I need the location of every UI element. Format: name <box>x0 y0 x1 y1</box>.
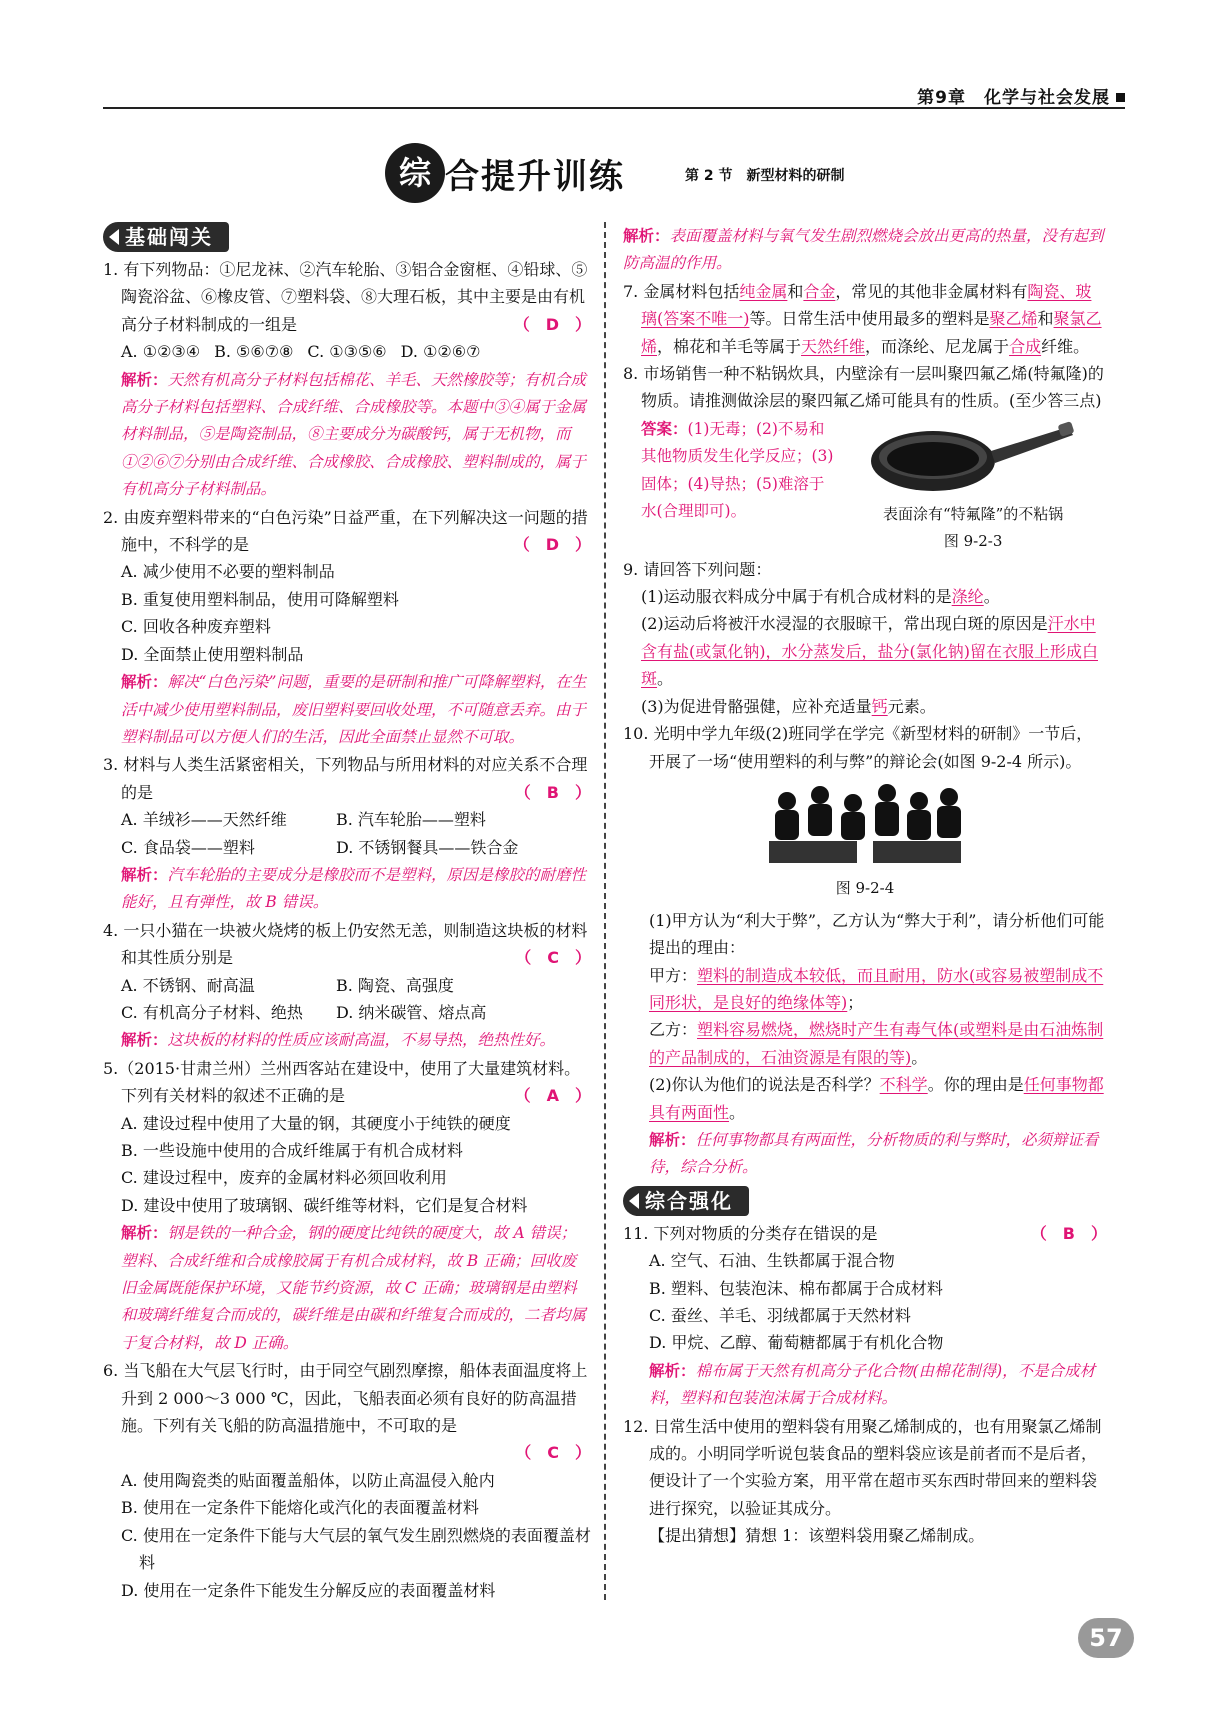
q8-figure-caption: 表面涂有“特氟隆”的不粘锅 <box>882 504 1064 523</box>
q12-guess: 【提出猜想】猜想 1：该塑料袋用聚乙烯制成。 <box>649 1526 985 1546</box>
q7-blank-2: 合金 <box>803 281 836 301</box>
q1-options <box>103 338 591 365</box>
q6-option-c: C. 使用在一定条件下能与大气层的氧气发生剧烈燃烧的表面覆盖材料 <box>121 1525 591 1573</box>
q6-option-a: A. 使用陶瓷类的贴面覆盖船体，以防止高温侵入舱内 <box>121 1470 495 1490</box>
q4-option-a: A. 不锈钢、耐高温 <box>121 975 255 995</box>
title-sub: 第 2 节 新型材料的研制 <box>685 168 845 184</box>
question-7: 7. 金属材料包括纯金属和合金，常见的其他非金属材料有陶瓷、玻璃(答案不唯一)等。日常生活中使用最多的塑料是聚乙烯和聚氯乙烯，棉花和羊毛等属于天然纤维，而涤纶、尼龙属于合成纤维。 <box>623 281 1102 356</box>
q12-stem: 12. 日常生活中使用的塑料袋有用聚乙烯制成的，也有用聚氯乙烯制成的。小明同学听说包装食品的塑料袋应该是前者而不是后者，便设计了一个实验方案，用平常在超市买东西时带回来的塑料袋进行探究，以验证其成分。 <box>623 1416 1102 1518</box>
q3-answer: （ B ） <box>514 782 591 802</box>
q5-option-a: A. 建设过程中使用了大量的钢，其硬度小于纯铁的硬度 <box>121 1113 511 1133</box>
q6-stem: 6. 当飞船在大气层飞行时，由于同空气剧烈摩擦，船体表面温度将上升到 2 000～3 000 ℃，因此，飞船表面必须有良好的防高温措施。下列有关飞船的防高温措施中，不可取的是 <box>103 1361 588 1436</box>
q10-jia-answer: 塑料的制造成本较低，而且耐用，防水(或容易被塑制成不同形状，是良好的绝缘体等) <box>649 965 1104 1012</box>
q10-explanation: 解析：任何事物都具有两面性，分析物质的利与弊时，必须辩证看待，综合分析。 <box>649 1129 1099 1177</box>
q5-option-c: C. 建设过程中，废弃的金属材料必须回收利用 <box>121 1168 447 1188</box>
q6-option-d: D. 使用在一定条件下能发生分解反应的表面覆盖材料 <box>121 1580 496 1600</box>
q3-explanation: 解析：汽车轮胎的主要成分是橡胶而不是塑料，原因是橡胶的耐磨性能好，且有弹性，故 B 错误。 <box>121 864 587 912</box>
q4-option-b: B. 陶瓷、高强度 <box>336 975 454 995</box>
q4-answer: （ C ） <box>515 948 591 968</box>
q5-answer: （ A ） <box>514 1086 591 1106</box>
q7-blank-3: 陶瓷、玻璃(答案不唯一) <box>641 281 1092 329</box>
q9-blank-1: 涤纶 <box>951 587 984 607</box>
debate-people-icon <box>765 779 965 867</box>
q3-option-c: C. 食品袋——塑料 <box>121 837 255 857</box>
q11-answer: （ B ） <box>1030 1223 1107 1243</box>
page-header <box>103 83 1125 109</box>
question-10: 10. 光明中学九年级(2)班同学在学完《新型材料的研制》一节后，开展了一场“使用塑料的利与弊”的辩论会(如图 9-2-4 所示)。 图 9-2-4 (1)甲方认为“利大于弊”，乙方认为“弊大于利”，请分析他们可能提出的理由： 甲方：塑料的制造成本较低，而且耐用，防水(或容易被塑制成不同形状，是良好的绝缘体等)； 乙方：塑料容易燃烧，燃烧时产生有毒气体(或塑料是由石油炼制的产品制成的，石油资源是有限的等)。 (2)你认为他们的说法是否科学？不科学。你的理由是任何事物都具有两面性。 解析：任何事物都具有两面性，分析物质的利与弊时，必须辩证看待，综合分析。 <box>623 720 1107 1182</box>
q1-option-c: C. ①③⑤⑥ <box>307 342 387 362</box>
q1-stem: 1. 有下列物品：①尼龙袜、②汽车轮胎、③铝合金窗框、④铅球、⑤陶瓷浴盆、⑥橡皮管、⑦塑料袋、⑧大理石板，其中主要是由有机高分子材料制成的一组是 <box>103 260 588 334</box>
q7-blank-5: 聚氯乙烯 <box>641 309 1102 356</box>
right-column <box>623 222 1107 1550</box>
question-11 <box>623 1220 1107 1413</box>
q5-option-d: D. 建设中使用了玻璃钢、碳纤维等材料，它们是复合材料 <box>121 1195 528 1215</box>
q3-stem: 3. 材料与人类生活紧密相关，下列物品与所用材料的对应关系不合理的是 <box>103 755 588 802</box>
chapter-title: 第9章 化学与社会发展 <box>917 83 1125 108</box>
q11-explanation: 解析：棉布属于天然有机高分子化合物(由棉花制得)，不是合成材料，塑料和包装泡沫属于合成材料。 <box>649 1360 1096 1408</box>
q8-figure-label: 图 9-2-3 <box>943 532 1003 551</box>
page-number: 57 <box>1078 1618 1134 1658</box>
question-2 <box>103 504 591 752</box>
q11-option-c: C. 蚕丝、羊毛、羽绒都属于天然材料 <box>649 1306 911 1325</box>
question-3 <box>103 751 591 916</box>
q3-option-d: D. 不锈钢餐具——铁合金 <box>336 837 519 857</box>
question-1 <box>103 256 591 504</box>
q10-part-1: (1)甲方认为“利大于弊”，乙方认为“弊大于利”，请分析他们可能提出的理由： <box>649 910 1105 958</box>
q4-explanation: 解析：这块板的材料的性质应该耐高温，不易导热，绝热性好。 <box>121 1030 556 1050</box>
q7-blank-6: 天然纤维 <box>801 336 866 356</box>
q7-blank-4: 聚乙烯 <box>989 309 1038 329</box>
q11-stem: 11. 下列对物质的分类存在错误的是 <box>623 1223 878 1243</box>
question-8 <box>623 360 1107 556</box>
q5-stem: 5.（2015·甘肃兰州）兰州西客站在建设中，使用了大量建筑材料。下列有关材料的叙述不正确的是 <box>103 1058 581 1106</box>
column-divider <box>604 222 606 1600</box>
q2-stem: 2. 由废弃塑料带来的“白色污染”日益严重，在下列解决这一问题的措施中，不科学的是 <box>103 507 588 555</box>
left-column <box>103 222 591 1604</box>
q5-explanation: 解析：钢是铁的一种合金，钢的硬度比纯铁的硬度大，故 A 错误；塑料、合成纤维和合成橡胶属于有机合成材料，故 B 正确；回收废旧金属既能保护环境，又能节约资源，故 C 正确；玻璃钢是由塑料和玻璃纤维复合而成的，碳纤维是由碳和纤维复合而成的，二者均属于复合材料，故 D 正确。 <box>121 1223 587 1352</box>
q9-stem: 9. 请回答下列问题： <box>623 559 772 579</box>
q5-option-b: B. 一些设施中使用的合成纤维属于有机合成材料 <box>121 1141 463 1160</box>
q10-yi-answer: 塑料容易燃烧，燃烧时产生有毒气体(或塑料是由石油炼制的产品制成的，石油资源是有限的等) <box>649 1020 1104 1067</box>
title-circle-char: 综 <box>385 143 445 203</box>
figure-9-2-4 <box>623 779 1107 903</box>
title-main: 合提升训练 <box>445 157 625 197</box>
q7-blank-1: 纯金属 <box>739 281 788 301</box>
q2-option-c: C. 回收各种废弃塑料 <box>121 617 271 637</box>
q4-stem: 4. 一只小猫在一块被火烧烤的板上仍安然无恙，则制造这块板的材料和其性质分别是 <box>103 920 588 968</box>
q7-blank-7: 合成 <box>1009 336 1042 356</box>
q9-blank-3: 钙 <box>871 696 888 716</box>
question-4 <box>103 917 591 1055</box>
q6-answer: （ C ） <box>515 1443 591 1463</box>
q1-explanation: 解析：天然有机高分子材料包括棉花、羊毛、天然橡胶等；有机合成高分子材料包括塑料、合成纤维、合成橡胶等。本题中③④属于金属材料制品，⑤是陶瓷制品，⑧主要成分为碳酸钙，属于无机物，而①②⑥⑦分别由合成纤维、合成橡胶、合成橡胶、塑料制成的，属于有机高分子材料制品。 <box>121 369 587 499</box>
q9-blank-2: 汗水中含有盐(或氯化钠)，水分蒸发后，盐分(氯化钠)留在衣服上形成白斑 <box>641 614 1098 689</box>
frying-pan-icon <box>863 419 1083 499</box>
square-icon <box>1116 93 1125 102</box>
q2-answer: （ D ） <box>513 535 591 555</box>
question-5 <box>103 1055 591 1357</box>
q2-explanation: 解析：解决“白色污染”问题，重要的是研制和推广可降解塑料，在生活中减少使用塑料制品，废旧塑料要回收处理，不可随意丢弃。由于塑料制品可以方便人们的生活，因此全面禁止显然不可取。 <box>121 672 587 746</box>
q1-answer: （ D ） <box>513 314 591 334</box>
q2-option-b: B. 重复使用塑料制品，使用可降解塑料 <box>121 589 399 609</box>
q10-blank-1: 不科学 <box>879 1075 928 1095</box>
q4-option-d: D. 纳米碳管、熔点高 <box>336 1002 487 1022</box>
q6-explanation: 解析：表面覆盖材料与氧气发生剧烈燃烧会放出更高的热量，没有起到防高温的作用。 <box>623 226 1104 273</box>
q1-option-a: A. ①②③④ <box>121 342 201 362</box>
q1-option-b: B. ⑤⑥⑦⑧ <box>214 342 294 362</box>
q3-option-b: B. 汽车轮胎——塑料 <box>336 810 486 830</box>
q2-option-a: A. 减少使用不必要的塑料制品 <box>121 562 335 582</box>
figure-9-2-3 <box>839 415 1107 556</box>
section-badge-basic: 基础闯关 <box>103 222 229 252</box>
q8-answer: 答案：(1)无毒；(2)不易和其他物质发生化学反应；(3)固体；(4)导热；(5)难溶于水(合理即可)。 <box>641 418 834 521</box>
question-12 <box>623 1413 1107 1550</box>
q10-blank-2: 任何事物都具有两面性 <box>649 1075 1104 1122</box>
q1-option-d: D. ①②⑥⑦ <box>400 342 481 362</box>
q10-stem: 10. 光明中学九年级(2)班同学在学完《新型材料的研制》一节后，开展了一场“使用塑料的利与弊”的辩论会(如图 9-2-4 所示)。 <box>623 724 1093 771</box>
q4-option-c: C. 有机高分子材料、绝热 <box>121 1002 303 1022</box>
section-badge-strength: 综合强化 <box>623 1186 749 1216</box>
q10-figure-label: 图 9-2-4 <box>835 879 895 898</box>
question-6 <box>103 1357 591 1604</box>
q2-option-d: D. 全面禁止使用塑料制品 <box>121 644 304 664</box>
question-9: 9. 请回答下列问题： (1)运动服衣料成分中属于有机合成材料的是涤纶。 (2)运动后将被汗水浸湿的衣服晾干，常出现白斑的原因是汗水中含有盐(或氯化钠)，水分蒸发后，盐分(氯化钠)留在衣服上形成白斑。 (3)为促进骨骼强健，应补充适量钙元素。 <box>623 559 1098 716</box>
q6-option-b: B. 使用在一定条件下能熔化或汽化的表面覆盖材料 <box>121 1498 479 1518</box>
q11-option-b: B. 塑料、包装泡沫、棉布都属于合成材料 <box>649 1278 943 1298</box>
q11-option-d: D. 甲烷、乙醇、葡萄糖都属于有机化合物 <box>649 1333 944 1353</box>
q8-stem: 8. 市场销售一种不粘锅炊具，内壁涂有一层叫聚四氟乙烯(特氟隆)的物质。请推测做涂层的聚四氟乙烯可能具有的性质。(至少答三点) <box>623 364 1104 411</box>
q11-option-a: A. 空气、石油、生铁都属于混合物 <box>649 1251 895 1271</box>
q3-option-a: A. 羊绒衫——天然纤维 <box>121 810 287 830</box>
